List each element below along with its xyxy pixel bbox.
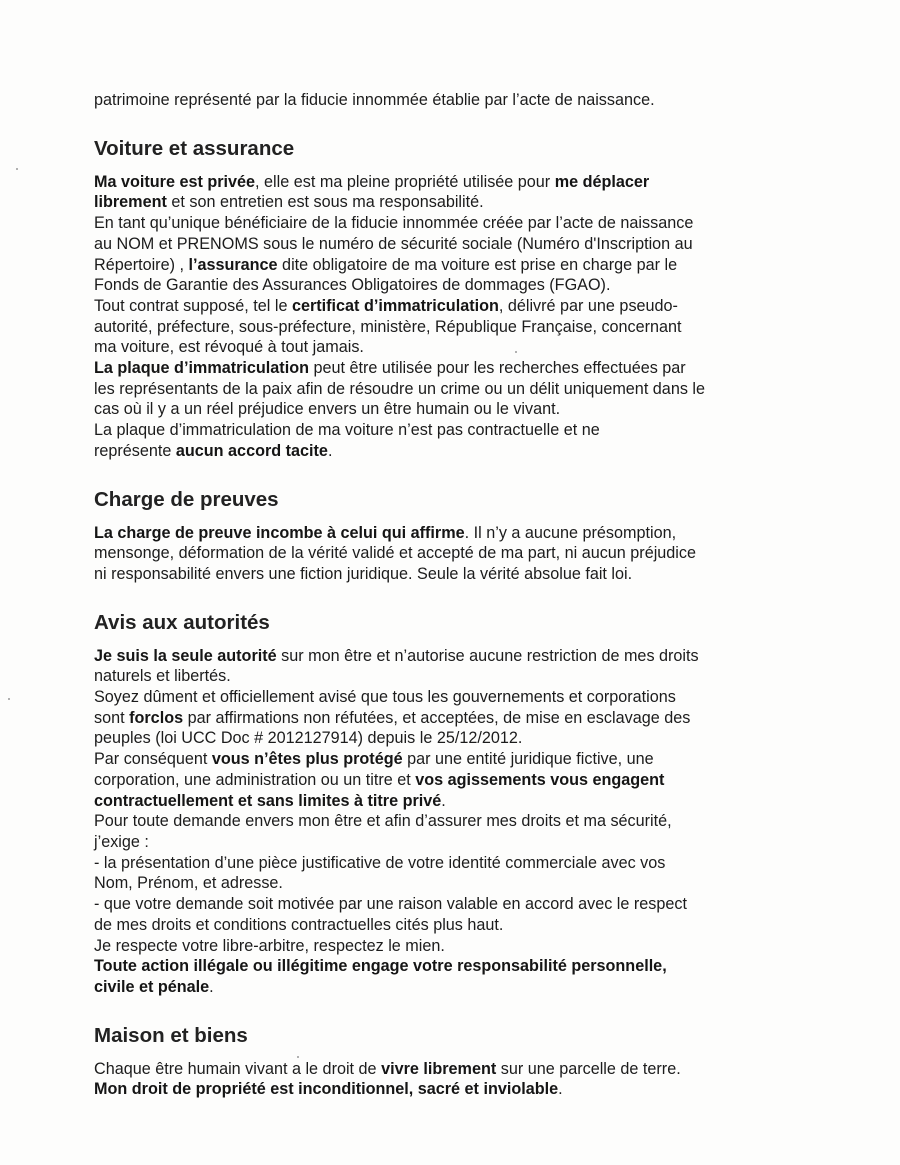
text-line: La plaque d’immatriculation peut être utilisée pour les recherches effectuées par [94,359,686,378]
text-line: les représentants de la paix afin de résoudre un crime ou un délit uniquement dans le [94,379,706,398]
text-line: Je respecte votre libre-arbitre, respectez le mien. [94,936,445,955]
text-line: ma voiture, est révoqué à tout jamais. [94,338,364,357]
text-line: cas où il y a un réel préjudice envers un être humain ou le vivant. [94,400,561,419]
text-line: sont forclos par affirmations non réfutées, et acceptées, de mise en esclavage des [94,708,691,727]
scan-speck [297,1056,299,1058]
text-line: Soyez dûment et officiellement avisé que tous les gouvernements et corporations [94,688,676,707]
text-line: mensonge, déformation de la vérité validé et accepté de ma part, ni aucun préjudice [94,544,696,563]
text-line: de mes droits et conditions contractuelles cités plus haut. [94,915,504,934]
text-line: Ma voiture est privée, elle est ma pleine propriété utilisée pour me déplacer [94,172,650,191]
text-line: Je suis la seule autorité sur mon être et n’autorise aucune restriction de mes droits [94,646,699,665]
text-line: Nom, Prénom, et adresse. [94,874,283,893]
text-line: Tout contrat supposé, tel le certificat d’immatriculation, délivré par une pseudo- [94,296,678,315]
text-line: Fonds de Garantie des Assurances Obligatoires de dommages (FGAO). [94,276,611,295]
text-line: civile et pénale. [94,977,214,996]
text-line: La plaque d’immatriculation de ma voiture n’est pas contractuelle et ne [94,421,600,440]
text-line: - que votre demande soit motivée par une raison valable en accord avec le respect [94,895,687,914]
text-line: En tant qu’unique bénéficiaire de la fiducie innommée créée par l’acte de naissance [94,214,694,233]
text-line: - la présentation d’une pièce justificative de votre identité commerciale avec vos [94,853,666,872]
text-line: peuples (loi UCC Doc # 2012127914) depuis le 25/12/2012. [94,729,523,748]
text-line: corporation, une administration ou un titre et vos agissements vous engagent [94,770,665,789]
section-title-preuves: Charge de preuves [94,487,279,511]
text-line: autorité, préfecture, sous-préfecture, ministère, République Française, concernant [94,317,682,336]
text-line: patrimoine représenté par la fiducie innommée établie par l’acte de naissance. [94,91,655,109]
text-line: Chaque être humain vivant a le droit de vivre librement sur une parcelle de terre. [94,1059,681,1078]
avis-paragraph [94,646,784,998]
text-line: Par conséquent vous n’êtes plus protégé par une entité juridique fictive, une [94,750,654,769]
text-line: Répertoire) , l’assurance dite obligatoire de ma voiture est prise en charge par le [94,255,678,274]
text-line: librement et son entretien est sous ma responsabilité. [94,193,484,212]
section-title-maison: Maison et biens [94,1023,248,1047]
voiture-paragraph [94,172,784,462]
text-line: j’exige : [94,832,149,851]
text-line: La charge de preuve incombe à celui qui affirme. Il n’y a aucune présomption, [94,523,677,542]
text-line: contractuellement et sans limites à titre privé. [94,791,446,810]
text-line: naturels et libertés. [94,667,231,686]
text-line: Mon droit de propriété est inconditionnel, sacré et inviolable. [94,1080,563,1099]
section-title-voiture: Voiture et assurance [94,136,295,160]
intro-paragraph [94,90,784,111]
scan-speck [8,698,10,700]
text-line: Pour toute demande envers mon être et afin d’assurer mes droits et ma sécurité, [94,812,672,831]
preuves-paragraph [94,523,784,585]
text-line: représente aucun accord tacite. [94,441,333,460]
section-title-avis: Avis aux autorités [94,610,270,634]
maison-paragraph [94,1059,784,1100]
scan-speck [16,168,18,170]
document-page [94,90,784,1100]
scan-speck [515,351,517,353]
text-line: ni responsabilité envers une fiction juridique. Seule la vérité absolue fait loi. [94,564,633,583]
text-line: Toute action illégale ou illégitime engage votre responsabilité personnelle, [94,957,667,976]
text-line: au NOM et PRENOMS sous le numéro de sécurité sociale (Numéro d'Inscription au [94,234,693,253]
